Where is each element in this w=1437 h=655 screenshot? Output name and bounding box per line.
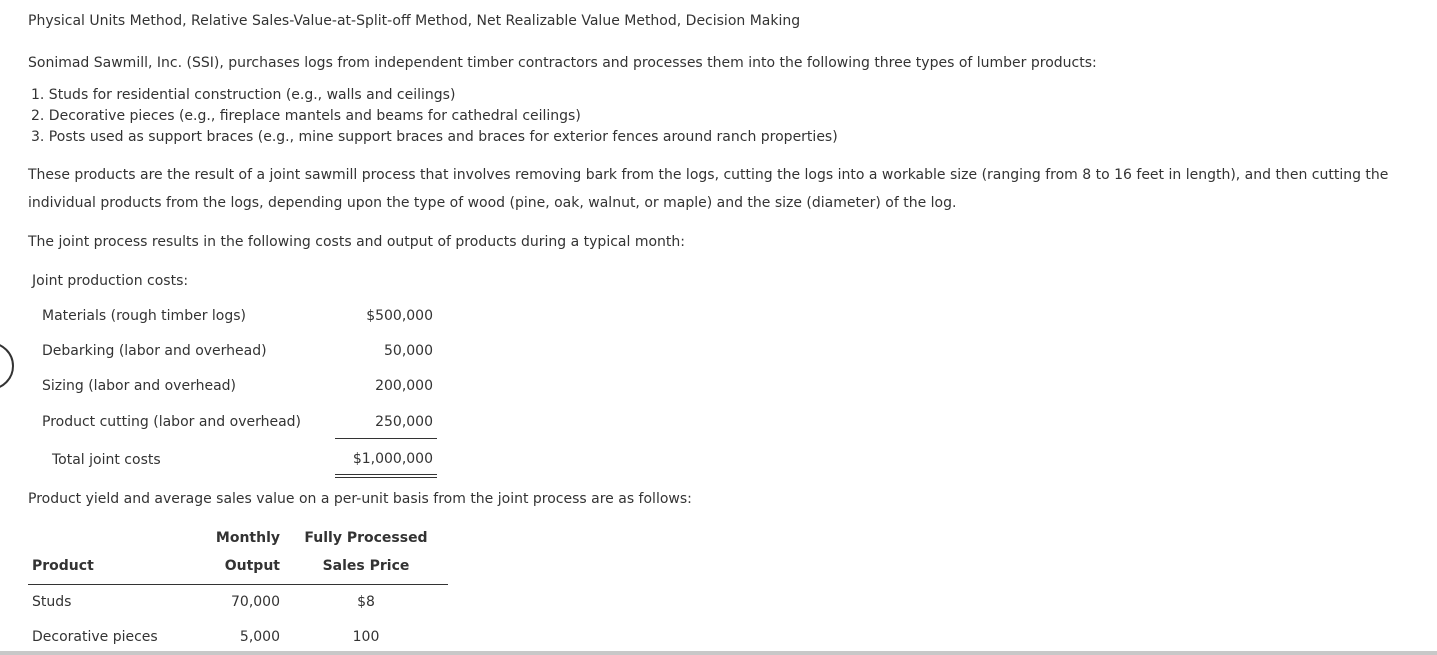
list-item: 1. Studs for residential construction (e.g., walls and ceilings) bbox=[31, 87, 456, 103]
radio-circle-icon[interactable] bbox=[0, 342, 14, 390]
yield-intro: Product yield and average sales value on a per-unit basis from the joint process are as follows: bbox=[28, 491, 692, 507]
page-title: Physical Units Method, Relative Sales-Value-at-Split-off Method, Net Realizable Value Method, Decision Making bbox=[28, 13, 801, 29]
horizontal-scrollbar[interactable] bbox=[0, 651, 1437, 655]
column-header-output-line1: Monthly bbox=[215, 530, 280, 546]
table-cell-price: 100 bbox=[352, 629, 380, 645]
table-cell-output: 70,000 bbox=[231, 594, 280, 610]
process-paragraph: These products are the result of a joint sawmill process that involves removing bark from the logs, cutting the logs into a workable size (ranging from 8 to 16 feet in length), and then cutting the individual products from the logs, depending upon the type of wood (pine, oak, walnut, or maple) and the size (diameter) of the log. bbox=[28, 167, 1389, 211]
column-header-price-line1: Fully Processed bbox=[304, 530, 428, 546]
intro-paragraph: Sonimad Sawmill, Inc. (SSI), purchases logs from independent timber contractors and processes them into the following three types of lumber products: bbox=[28, 55, 1097, 71]
table-cell-price: $8 bbox=[357, 594, 375, 610]
total-label: Total joint costs bbox=[52, 452, 161, 468]
cost-label: Debarking (labor and overhead) bbox=[42, 343, 267, 359]
list-item: 2. Decorative pieces (e.g., fireplace mantels and beams for cathedral ceilings) bbox=[31, 108, 581, 124]
table-cell-product: Studs bbox=[32, 594, 72, 610]
total-value: $1,000,000 bbox=[352, 451, 433, 467]
total-double-rule-bottom bbox=[335, 477, 437, 478]
table-cell-output: 5,000 bbox=[239, 629, 280, 645]
cost-label: Sizing (labor and overhead) bbox=[42, 378, 236, 394]
joint-costs-heading: Joint production costs: bbox=[32, 273, 189, 289]
header-rule bbox=[28, 584, 448, 585]
list-item: 3. Posts used as support braces (e.g., mine support braces and braces for exterior fences around ranch properties) bbox=[31, 129, 838, 145]
column-header-product: Product bbox=[32, 558, 94, 574]
cost-value: 250,000 bbox=[375, 414, 433, 430]
cost-value: 50,000 bbox=[384, 343, 433, 359]
cost-value: 200,000 bbox=[375, 378, 433, 394]
cost-value: $500,000 bbox=[366, 308, 433, 324]
subtotal-rule bbox=[335, 438, 437, 439]
costs-intro: The joint process results in the following costs and output of products during a typical month: bbox=[28, 234, 685, 250]
cost-label: Materials (rough timber logs) bbox=[42, 308, 246, 324]
total-double-rule-top bbox=[335, 474, 437, 475]
column-header-price-line2: Sales Price bbox=[322, 558, 410, 574]
table-cell-product: Decorative pieces bbox=[32, 629, 158, 645]
cost-label: Product cutting (labor and overhead) bbox=[42, 414, 302, 430]
column-header-output-line2: Output bbox=[224, 558, 280, 574]
